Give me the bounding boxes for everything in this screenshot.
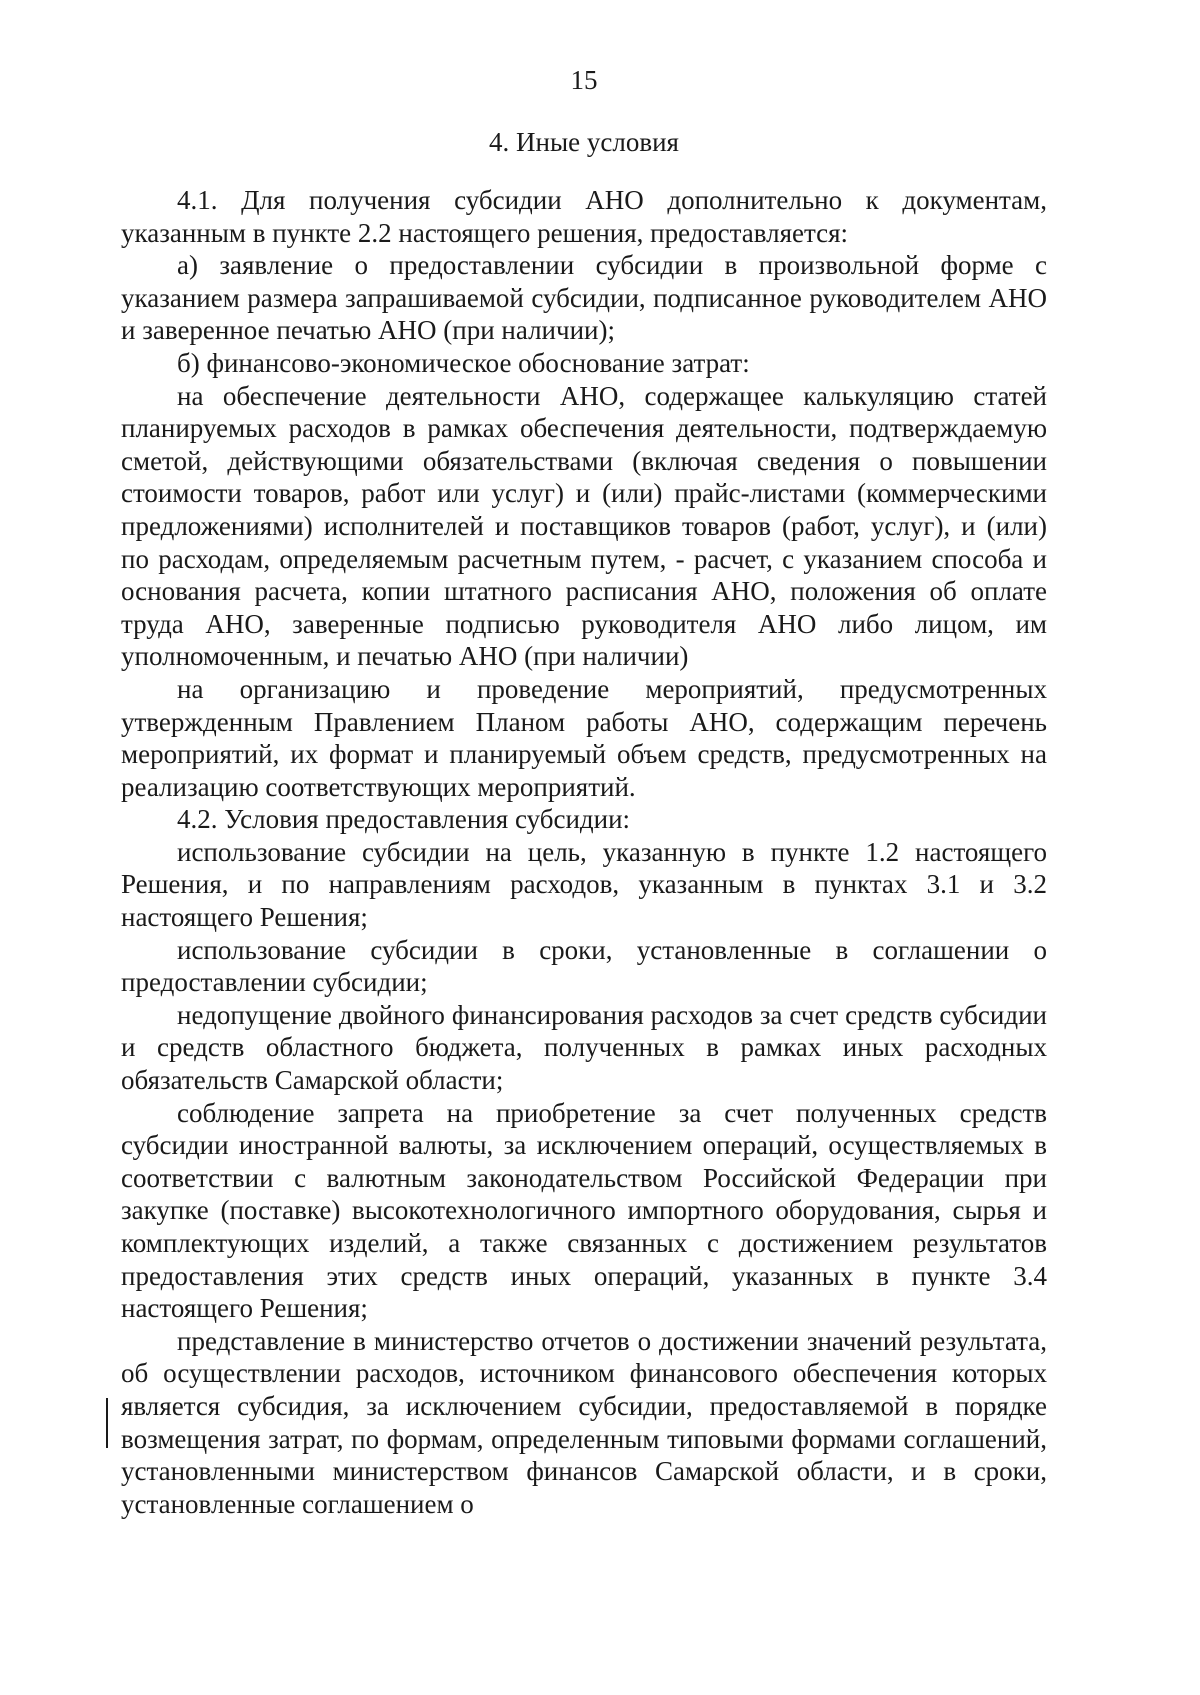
paragraph-4-2: 4.2. Условия предоставления субсидии: [177, 804, 631, 835]
page-number: 15 [570, 65, 598, 95]
section-body [121, 184, 1047, 1520]
condition-reporting: представление в министерство отчетов о достижении значений результата, об осуществлении расходов, источником финансового обеспечения которых является субсидия, за исключением субсидии, предоставляемой в порядке возмещения затрат, по формам, определенным типовыми формами соглашений, установленными министерством финансов Самарской области, и в сроки, установленные соглашением о [121, 1325, 1047, 1519]
section-title: 4. Иные условия [489, 127, 679, 157]
paragraph-item-b: б) финансово-экономическое обоснование затрат: [177, 347, 750, 378]
condition-purpose: использование субсидии на цель, указанную в пункте 1.2 настоящего Решения, и по направлениям расходов, указанным в пунктах 3.1 и 3.2 настоящего Решения; [121, 836, 1047, 933]
condition-deadlines: использование субсидии в сроки, установленные в соглашении о предоставлении субсидии; [121, 934, 1047, 998]
margin-correction-mark [106, 1398, 108, 1448]
paragraph-4-1: 4.1. Для получения субсидии АНО дополнительно к документам, указанным в пункте 2.2 настоящего решения, предоставляется: [121, 185, 1047, 248]
paragraph-item-a: а) заявление о предоставлении субсидии в произвольной форме с указанием размера запрашиваемой субсидии, подписанное руководителем АНО и заверенное печатью АНО (при наличии); [121, 250, 1047, 346]
paragraph-events: на организацию и проведение мероприятий, предусмотренных утвержденным Правлением Планом работы АНО, содержащим перечень мероприятий, их формат и планируемый объем средств, предусмотренных на реализацию соответствующих мероприятий. [121, 673, 1047, 802]
condition-double-financing: недопущение двойного финансирования расходов за счет средств субсидии и средств областного бюджета, полученных в рамках иных расходных обязательств Самарской области; [121, 999, 1047, 1096]
paragraph-activity-support: на обеспечение деятельности АНО, содержащее калькуляцию статей планируемых расходов в рамках обеспечения деятельности, подтверждаемую сметой, действующими обязательствами (включая сведения о повышении стоимости товаров, работ или услуг) и (или) прайс-листами (коммерческими предложениями) исполнителей и поставщиков товаров (работ, услуг), и (или) по расходам, определяемым расчетным путем, - расчет, с указанием способа и основания расчета, копии штатного расписания АНО, положения об оплате труда АНО, заверенные подписью руководителя АНО либо лицом, им уполномоченным, и печатью АНО (при наличии) [121, 380, 1047, 672]
condition-currency-ban: соблюдение запрета на приобретение за счет полученных средств субсидии иностранной валюты, за исключением операций, осуществляемых в соответствии с валютным законодательством Российской Федерации при закупке (поставке) высокотехнологичного импортного оборудования, сырья и комплектующих изделий, а также связанных с достижением результатов предоставления этих средств иных операций, указанных в пункте 3.4 настоящего Решения; [121, 1097, 1047, 1324]
